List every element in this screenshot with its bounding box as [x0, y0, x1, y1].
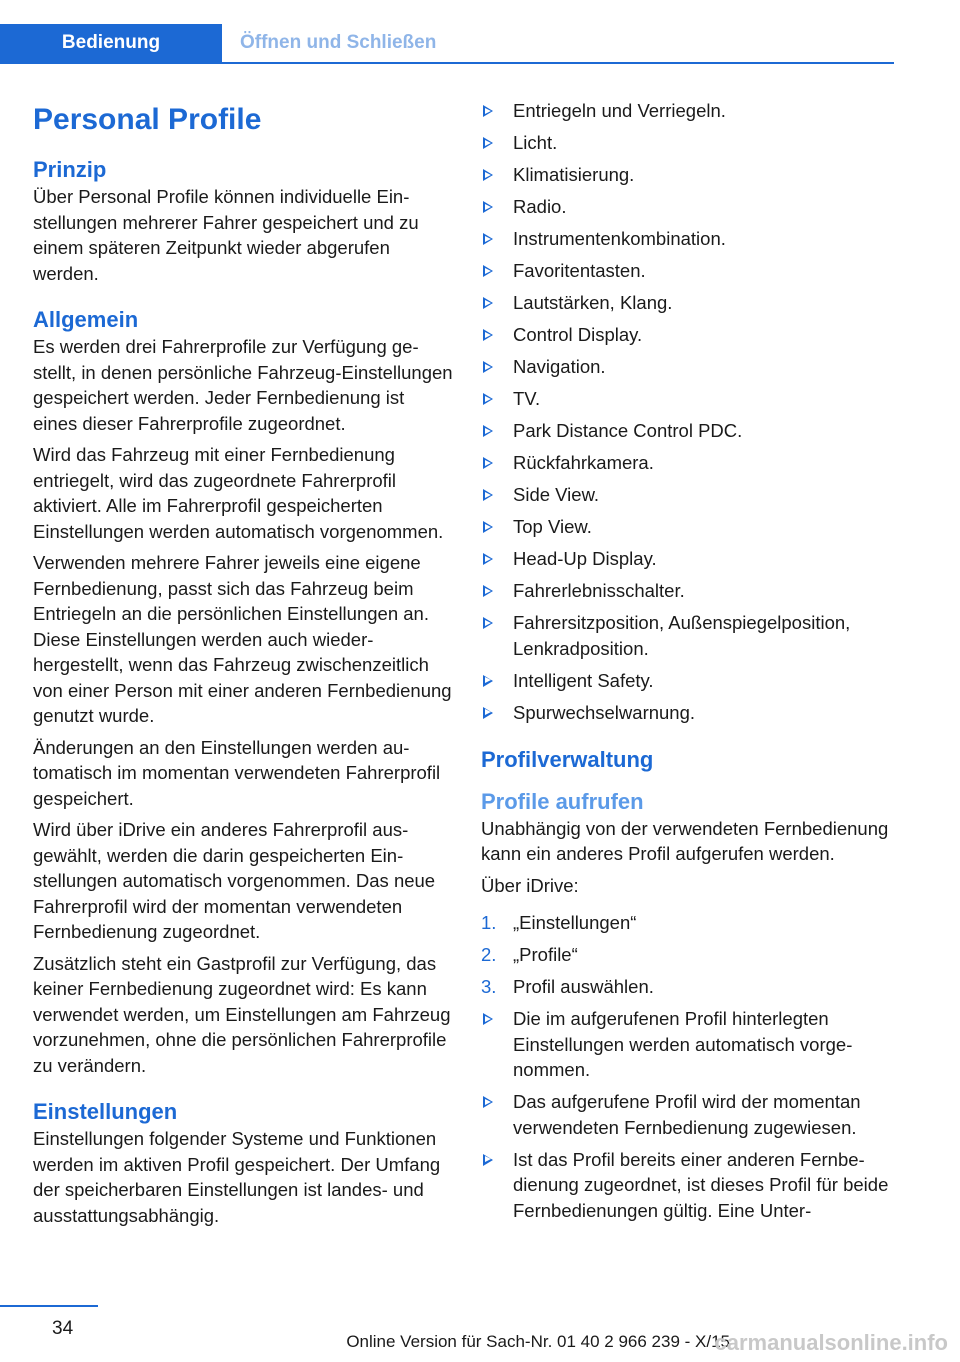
settings-list-item-text: Favoritentasten.	[513, 260, 646, 281]
note-item	[481, 1006, 901, 1083]
paragraph-allgemein-5: Wird über iDrive ein anderes Fahrerprofil ausgewählt, werden die darin gespeicherten Einstellungen automatisch vorgenommen. Das neue Fahrerprofil wird der momentan verwendeten Fernbedienung zugeordnet.	[33, 819, 436, 942]
settings-list-item-text: Instrumentenkombination.	[513, 228, 726, 249]
settings-list-item-text: Lautstärken, Klang.	[513, 292, 673, 313]
footer-note: Online Version für Sach-Nr. 01 40 2 966 239 - X/15	[346, 1332, 730, 1351]
note-item	[481, 1147, 901, 1224]
notes-list	[481, 1006, 901, 1223]
step-item	[481, 910, 901, 936]
heading-prinzip: Prinzip	[33, 157, 107, 182]
paragraph-idrive: Über iDrive:	[481, 874, 579, 896]
settings-list-item-text: Spurwechselwarnung.	[513, 701, 696, 723]
settings-list-item	[481, 386, 901, 412]
settings-list-item	[481, 514, 901, 540]
settings-list-item-text: Radio.	[513, 196, 567, 217]
note-item-text: Die im aufgerufenen Profil hinterlegten Einstellungen werden automatisch vorgenommen.	[513, 1008, 853, 1080]
paragraph-allgemein-1: Es werden drei Fahrerprofile zur Verfügung gestellt, in denen persönliche Fahrzeug-Einstellungen gespeichert werden. Jeder Fernbedienung ist eines dieser Fahrerprofile zugeordnet.	[33, 336, 453, 434]
settings-list-item	[481, 322, 901, 348]
settings-list-item	[481, 354, 901, 380]
settings-list-item	[481, 162, 901, 188]
settings-list-item	[481, 418, 901, 444]
settings-list-item-text: Fahrerlebnisschalter.	[513, 580, 685, 601]
paragraph-profile-aufrufen: Unabhängig von der verwendeten Fernbedienung kann ein anderes Profil aufgerufen werden.	[481, 817, 889, 864]
steps-list	[481, 910, 901, 1000]
heading-einstellungen: Einstellungen	[33, 1099, 178, 1124]
settings-list-item-text: Control Display.	[513, 324, 643, 345]
paragraph-allgemein-2: Wird das Fahrzeug mit einer Fernbedienung entriegelt, wird das zugeordnete Fahrerprofil aktiviert. Alle im Fahrerprofil gespeicherten Einstellungen werden automatisch vorgenommen.	[33, 444, 444, 542]
paragraph-einstellungen: Einstellungen folgender Systeme und Funktionen werden im aktiven Profil gespeichert. Der Umfang der speicherbaren Einstellungen ist landes- und ausstattungsabhängig.	[33, 1128, 441, 1226]
settings-list-item-text: Fahrersitzposition, Außenspiegelposition, Lenkradposition.	[513, 612, 851, 659]
right-column	[481, 98, 901, 1230]
settings-list-item-text: Top View.	[513, 516, 592, 537]
settings-list-item-text: Navigation.	[513, 356, 606, 377]
settings-list	[481, 98, 901, 725]
step-number: 2.	[481, 944, 497, 965]
settings-list-item	[481, 258, 901, 284]
settings-list-item	[481, 98, 901, 124]
settings-list-item	[481, 578, 901, 604]
heading-profilverwaltung: Profilverwaltung	[481, 746, 654, 772]
settings-list-item	[481, 226, 901, 252]
settings-list-item-text: Park Distance Control PDC.	[513, 420, 743, 441]
page-title: Personal Profile	[33, 103, 262, 136]
settings-list-item	[481, 668, 901, 694]
step-number: 1.	[481, 912, 497, 933]
settings-list-item-text: Rückfahrkamera.	[513, 452, 654, 473]
settings-list-item-text: Klimatisierung.	[513, 164, 635, 185]
settings-list-item	[481, 700, 901, 726]
tab-oeffnen-und-schliessen[interactable]: Öffnen und Schließen	[240, 32, 437, 53]
step-text: Profil auswählen.	[513, 976, 654, 997]
footer-line	[0, 1305, 98, 1307]
step-item	[481, 942, 901, 968]
settings-list-item-text: Head-Up Display.	[513, 548, 657, 569]
step-text: „Einstellungen“	[513, 912, 637, 933]
paragraph-allgemein-6: Zusätzlich steht ein Gastprofil zur Verfügung, das keiner Fernbedienung zugeordnet wird: Es kann verwendet werden, um Einstellungen am Fahrzeug vorzunehmen, ohne die persönlichen Fahrerprofile zu verändern.	[33, 952, 451, 1076]
heading-allgemein: Allgemein	[33, 307, 139, 332]
tab-bedienung[interactable]: Bedienung	[0, 24, 222, 62]
settings-list-item	[481, 290, 901, 316]
heading-profile-aufrufen: Profile aufrufen	[481, 788, 644, 814]
settings-list-item	[481, 194, 901, 220]
note-item-text: Ist das Profil bereits einer anderen Fernbedienung zugeordnet, ist dieses Profil für beide Fernbedienungen gültig. Eine Unter-	[513, 1148, 889, 1221]
settings-list-item-text: TV.	[513, 388, 541, 409]
settings-list-item-text: Intelligent Safety.	[513, 669, 654, 691]
note-item	[481, 1089, 901, 1140]
step-text: „Profile“	[513, 944, 578, 965]
settings-list-item-text: Licht.	[513, 132, 558, 153]
watermark: carmanualsonline.info	[714, 1330, 948, 1355]
step-number: 3.	[481, 976, 497, 997]
settings-list-item	[481, 546, 901, 572]
page-number: 34	[52, 1318, 74, 1339]
settings-list-item	[481, 610, 901, 661]
paragraph-allgemein-4: Änderungen an den Einstellungen werden automatisch im momentan verwendeten Fahrerprofil gespeichert.	[33, 736, 441, 809]
settings-list-item	[481, 482, 901, 508]
paragraph-allgemein-3: Verwenden mehrere Fahrer jeweils eine eigene Fernbedienung, passt sich das Fahrzeug beim Entriegeln an die persönlichen Einstellungen an. Diese Einstellungen werden auch wiederhergestellt, wenn das Fahrzeug zwischenzeitlich von einer Person mit einer anderen Fernbedienung genutzt wurde.	[33, 552, 452, 726]
settings-list-item	[481, 450, 901, 476]
header-bar	[0, 24, 894, 64]
note-item-text: Das aufgerufene Profil wird der momentan verwendeten Fernbedienung zugewiesen.	[513, 1091, 861, 1138]
settings-list-item-text: Side View.	[513, 484, 600, 505]
settings-list-item-text: Entriegeln und Verriegeln.	[513, 100, 726, 121]
step-item	[481, 974, 901, 1000]
settings-list-item	[481, 130, 901, 156]
left-column	[33, 98, 453, 1234]
paragraph-prinzip: Über Personal Profile können individuelle Einstellungen mehrerer Fahrer gespeichert und zu einem späteren Zeitpunkt wieder abgerufen werden.	[33, 186, 419, 284]
